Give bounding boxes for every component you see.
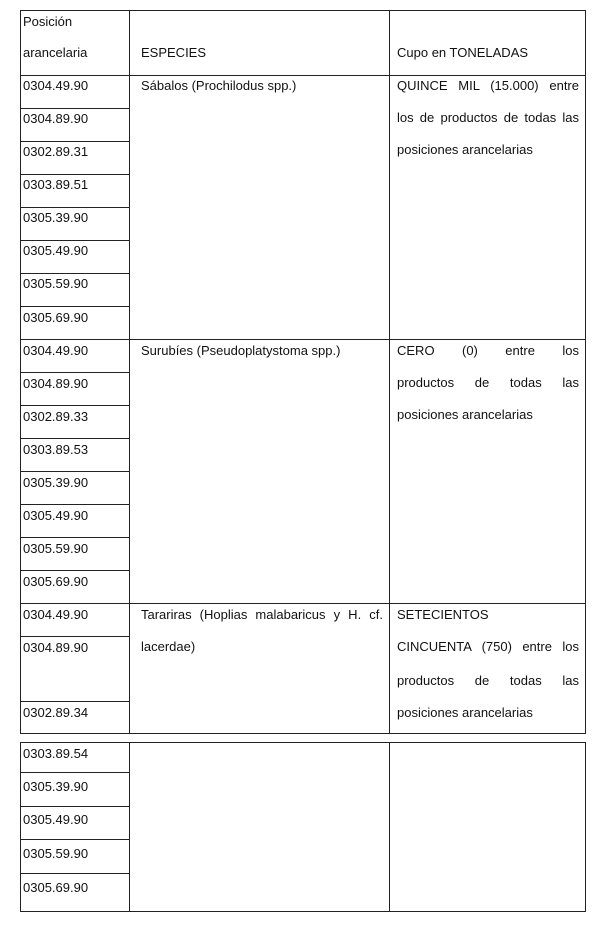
tariff-code: 0302.89.34 [23,705,89,720]
tariff-code: 0304.49.90 [23,343,89,358]
tariff-code: 0305.59.90 [23,846,89,861]
cupo-line: productos de todas las [397,673,579,688]
tariff-code: 0305.69.90 [23,574,89,589]
species-tarariras: Tarariras (Hoplias malabaricus y H. cf. [141,607,383,622]
header-arancelaria: arancelaria [23,45,88,60]
column-divider [129,743,130,911]
species-surubies: Surubíes (Pseudoplatystoma spp.) [141,343,341,358]
tariff-code: 0304.49.90 [23,78,89,93]
tariff-code: 0305.69.90 [23,310,89,325]
header-posicion: Posición [23,14,73,29]
tariff-quota-table-continuation [20,742,586,912]
species-sabalos: Sábalos (Prochilodus spp.) [141,78,297,93]
tariff-quota-table [20,10,586,734]
cupo-line: QUINCE MIL (15.000) entre [397,78,579,93]
tariff-code: 0303.89.53 [23,442,89,457]
cupo-line: los de productos de todas las [397,110,579,125]
tariff-code: 0304.89.90 [23,640,89,655]
cupo-line: posiciones arancelarias [397,407,533,422]
column-divider [389,743,390,911]
tariff-code: 0305.49.90 [23,508,89,523]
tariff-code: 0305.49.90 [23,812,89,827]
tariff-code: 0305.49.90 [23,243,89,258]
cupo-line: CERO (0) entre los [397,343,579,358]
tariff-code: 0302.89.33 [23,409,89,424]
tariff-code: 0304.89.90 [23,111,89,126]
cupo-line: posiciones arancelarias [397,705,533,720]
header-cupo: Cupo en TONELADAS [397,45,529,60]
column-divider [389,11,390,733]
tariff-code: 0304.49.90 [23,607,89,622]
tariff-code: 0305.39.90 [23,779,89,794]
cupo-line: posiciones arancelarias [397,142,533,157]
tariff-code: 0305.59.90 [23,541,89,556]
tariff-code: 0304.89.90 [23,376,89,391]
row-divider [21,603,585,604]
header-especies: ESPECIES [141,45,207,60]
tariff-code: 0303.89.54 [23,746,89,761]
tariff-code: 0305.69.90 [23,880,89,895]
column-divider [129,11,130,733]
row-divider [21,75,585,76]
tariff-code: 0302.89.31 [23,144,89,159]
tariff-code: 0305.39.90 [23,210,89,225]
tariff-code: 0305.39.90 [23,475,89,490]
cupo-line: CINCUENTA (750) entre los [397,639,579,654]
species-tarariras-cont: lacerdae) [141,639,196,654]
cupo-line: SETECIENTOS [397,607,489,622]
tariff-code: 0303.89.51 [23,177,89,192]
cupo-line: productos de todas las [397,375,579,390]
row-divider [21,339,585,340]
tariff-code: 0305.59.90 [23,276,89,291]
